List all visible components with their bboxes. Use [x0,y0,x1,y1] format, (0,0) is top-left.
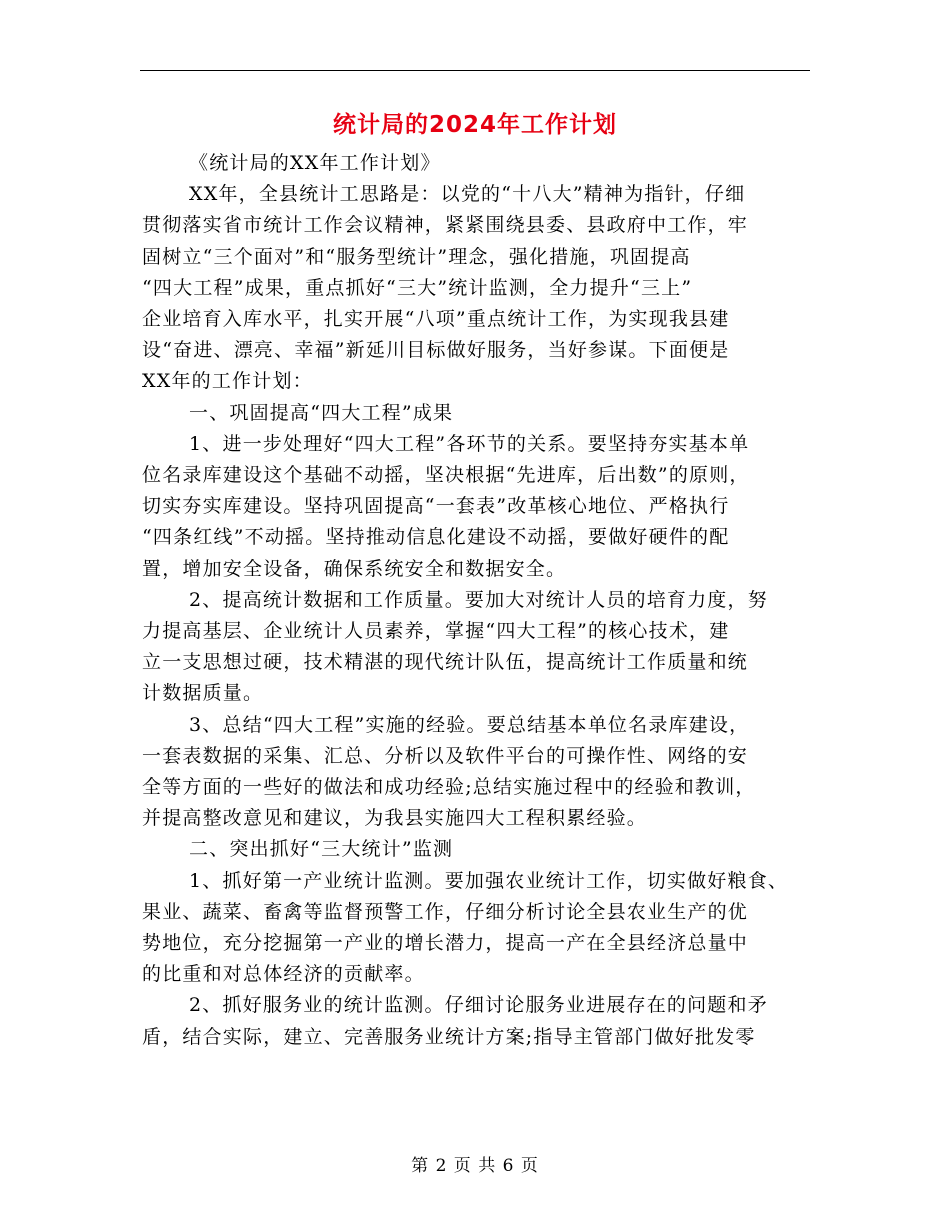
text-line: 的比重和对总体经济的贡献率。 [142,963,425,986]
text-line: 一套表数据的采集、汇总、分析以及软件平台的可操作性、网络的安 [142,744,749,767]
paragraph [142,398,832,429]
text-line: 《统计局的XX年工作计划》 [189,152,441,174]
text-line: 势地位，充分挖掘第一产业的增长潜力，提高一产在全县经济总量中 [142,932,749,955]
text-line: 并提高整改意见和建议，为我县实施四大工程积累经验。 [142,807,648,830]
page-footer: 第 2 页 共 6 页 [411,1156,539,1176]
text-line: 设“奋进、漂亮、幸福”新延川目标做好服务，当好参谋。下面便是 [142,339,730,362]
text-line: 二、突出抓好“三大统计”监测 [189,838,454,861]
paragraph [142,429,832,585]
paragraph [142,866,832,991]
text-line: 置，增加安全设备，确保系统安全和数据安全。 [142,557,567,580]
text-line: 力提高基层、企业统计人员素养，掌握“四大工程”的核心技术，建 [142,620,730,643]
text-line: 计数据质量。 [142,682,264,705]
document-title: 统计局的2024年工作计划 [332,112,617,138]
text-line: 3、总结“四大工程”实施的经验。要总结基本单位名录库建设， [189,713,750,736]
text-line: 盾，结合实际，建立、完善服务业统计方案;指导主管部门做好批发零 [142,1025,756,1048]
paragraph [142,990,832,1052]
text-line: 2、提高统计数据和工作质量。要加大对统计人员的培育力度，努 [189,588,768,611]
text-line: XX年，全县统计工思路是：以党的“十八大”精神为指针，仔细 [189,183,746,206]
text-line: 贯彻落实省市统计工作会议精神，紧紧围绕县委、县政府中工作，牢 [142,214,749,237]
paragraph [142,585,832,710]
text-line: 全等方面的一些好的做法和成功经验;总结实施过程中的经验和教训， [142,776,756,799]
text-line: 企业培育入库水平，扎实开展“八项”重点统计工作，为实现我县建 [142,308,730,331]
text-line: “四条红线”不动摇。坚持推动信息化建设不动摇，要做好硬件的配 [142,526,730,549]
text-line: 1、抓好第一产业统计监测。要加强农业统计工作，切实做好粮食、 [189,869,789,892]
text-line: 一、巩固提高“四大工程”成果 [189,401,454,424]
text-line: 2、抓好服务业的统计监测。仔细讨论服务业进展存在的问题和矛 [189,994,768,1017]
text-line: 位名录库建设这个基础不动摇，坚决根据“先进库，后出数”的原则， [142,464,750,487]
paragraph [142,148,832,179]
paragraph [142,710,832,835]
text-line: 果业、蔬菜、畜禽等监督预警工作，仔细分析讨论全县农业生产的优 [142,900,749,923]
document-body [142,148,832,1053]
text-line: 1、进一步处理好“四大工程”各环节的关系。要坚持夯实基本单 [189,432,750,455]
paragraph [142,834,832,865]
text-line: XX年的工作计划： [142,370,313,393]
paragraph [142,179,832,397]
text-line: “四大工程”成果，重点抓好“三大”统计监测，全力提升“三上” [142,276,693,299]
text-line: 立一支思想过硬，技术精湛的现代统计队伍，提高统计工作质量和统 [142,651,749,674]
header-rule [140,70,810,71]
text-line: 固树立“三个面对”和“服务型统计”理念，强化措施，巩固提高 [142,245,691,268]
text-line: 切实夯实库建设。坚持巩固提高“一套表”改革核心地位、严格执行 [142,495,730,518]
